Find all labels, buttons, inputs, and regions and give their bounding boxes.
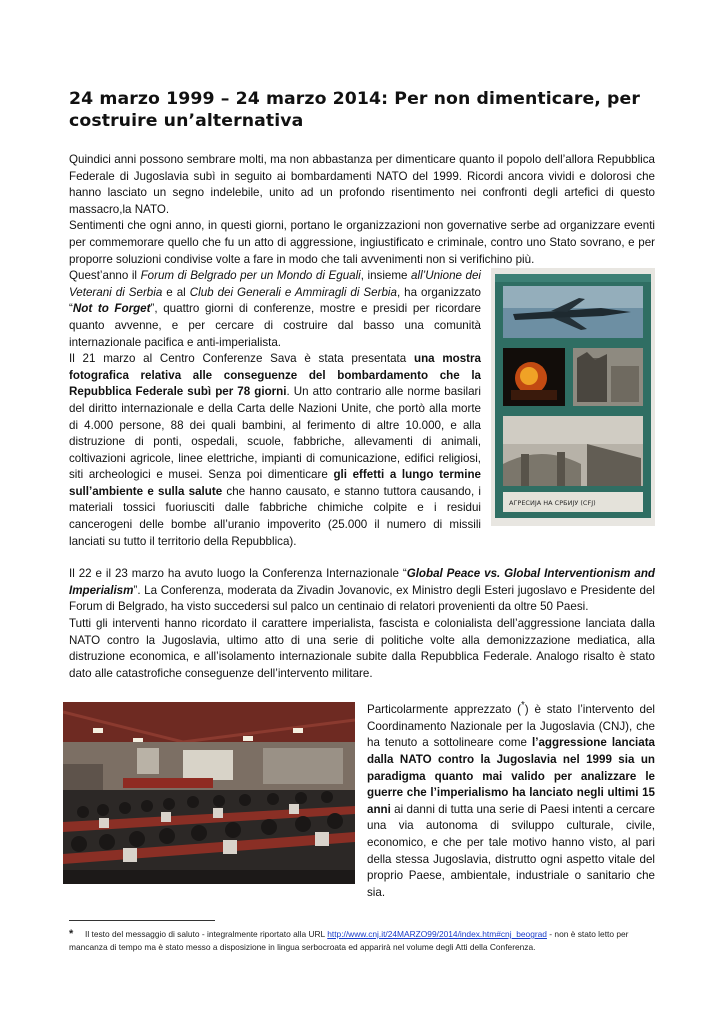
- paragraph-conference: Il 22 e il 23 marzo ha avuto luogo la Conferenza Internazionale “Global Peace vs. Global Interventionism and Imperialism”. La Conferenza, moderata da Zivadin Jovanovic, ex Ministro degli Esteri jugoslavo e Presidente del Forum di Belgrado, ha visto succedersi sul palco un centinaio di relatori provenienti da oltre 50 Paesi.: [69, 567, 655, 614]
- article-title: 24 marzo 1999 – 24 marzo 2014: Per non dimenticare, per costruire un’alternativa: [69, 89, 640, 131]
- footnote: * Il testo del messaggio di saluto - integralmente riportato alla URL http://www.cnj.it/24MARZO99/2014/index.htm#cnj_beograd - non è stato letto per mancanza di tempo ma è stato messo a disposizione in lingua serbocroata ed apparirà nel volume degli Atti della Conferenza.: [69, 928, 629, 952]
- paragraph-interventions: Tutti gli interventi hanno ricordato il carattere imperialista, fascista e colonialista dell’aggressione lanciata dalla NATO contro la Jugoslavia, ultimo atto di una serie di politiche volte alla demonizzazione mediatica, alla distruzione economica, e all’isolamento internazionale subite dalla Repubblica Federale. Analogo risalto è stato dato alle catastrofiche conseguenze dell’intervento militare.: [69, 617, 655, 680]
- paragraph-exhibition: Il 21 marzo al Centro Conferenze Sava è stata presentata una mostra fotografica relativa alle conseguenze del bombardamento che la Repubblica Federale subì per 78 giorni. Un atto contrario alle norme basilari del diritto internazionale e della Carta delle Nazioni Unite, che portò alla morte di 4.000 persone, 88 dei quali bambini, al ferimento di altre 10.000, e alla distruzione di ponti, ospedali, scuole, fabbriche, allevamenti di animali, coltivazioni agricole, linee elettriche, impianti di comunicazione, edifici religiosi, siti archeologici e musei. Senza poi dimenticare gli effetti a lungo termine sull’ambiente e sulla salute che hanno causato, e stanno tuttora causando, i materiali tossici fuoriusciti dalle fabbriche chimiche colpite e i residui cancerogeni delle bombe all’uranio impoverito (25.000 il numero di missili lanciati su tutto il territorio della Repubblica).: [69, 352, 482, 548]
- paragraph-forum: Quest’anno il Forum di Belgrado per un Mondo di Eguali, insieme all’Unione dei Veterani di Serbia e al Club dei Generali e Ammiragli di Serbia, ha organizzato “Not to Forget”, quattro giorni di conferenze, mostre e presidi per ricordare quanto avvenne, e per cercare di costruire dal basso una comunità internazionale pacifica e anti-imperialista.: [69, 269, 481, 349]
- exhibition-caption: АГРЕСИЈА НА СРБИЈУ (СFJ): [509, 499, 596, 508]
- paragraph-intro: Quindici anni possono sembrare molti, ma non abbastanza per dimenticare quanto il popolo dell’allora Repubblica Federale di Jugoslavia subì in seguito ai bombardamenti NATO del 1999. Ricordi ancora vividi e dolorosi che hanno lasciato un segno indelebile, unito ad un profondo risentimento nei confronti degli artefici di questo massacro,la NATO.: [69, 153, 655, 216]
- footnote-link[interactable]: http://www.cnj.it/24MARZO99/2014/index.htm#cnj_beograd: [327, 929, 547, 939]
- paragraph-sentiments: Sentimenti che ogni anno, in questi giorni, portano le organizzazioni non governative serbe ad organizzare eventi per commemorare quello che fu un atto di aggressione, ingiustificato e criminale, contro uno Stato sovrano, e per proporre soluzioni condivise volte a fare in modo che tali avvenimenti non si verifichino più.: [69, 219, 655, 266]
- footnote-marker: *: [69, 928, 74, 940]
- paragraph-cnj: Particolarmente apprezzato (*) è stato l’intervento del Coordinamento Nazionale per la Jugoslavia (CNJ), che ha tenuto a sottolineare come l’aggressione lanciata dalla NATO contro la Jugoslavia nel 1999 sia un paradigma quanto mai valido per analizzare le guerre che l’imperialismo ha lanciato negli ultimi 15 anni ai danni di tutta una serie di Paesi intenti a cercare una via autonoma di sviluppo culturale, civile, economico, e che per tale motivo hanno visto, al pari della stessa Jugoslavia, distrutto ogni aspetto vitale del proprio Paese, ambientale, industriale o sanitario che sia.: [367, 700, 655, 899]
- conference-hall-photo: [63, 702, 355, 884]
- footnote-divider: [69, 920, 215, 921]
- exhibition-photo: [491, 268, 655, 526]
- article: [69, 88, 655, 901]
